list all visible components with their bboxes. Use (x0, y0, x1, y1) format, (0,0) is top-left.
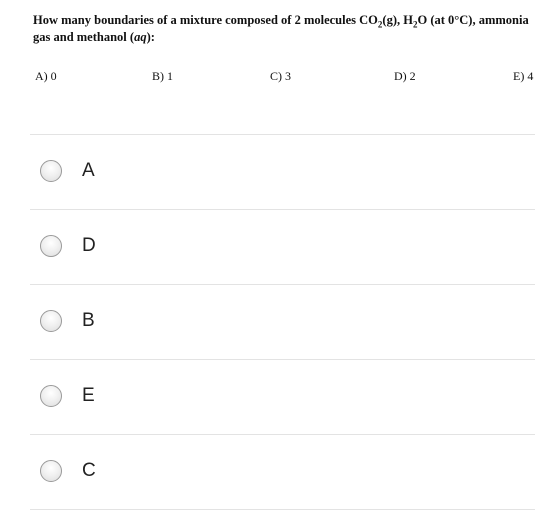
answer-option-label: A (82, 160, 95, 181)
answer-option-label: E (82, 385, 95, 406)
question-part-1: How many boundaries of a mixture composed of 2 molecules CO (33, 13, 378, 27)
answer-option-label: D (82, 235, 96, 256)
question-text (33, 12, 548, 46)
radio-button[interactable] (40, 235, 62, 257)
answer-option-label: B (82, 310, 95, 331)
radio-button[interactable] (40, 385, 62, 407)
choice-e: E) 4 (513, 69, 534, 83)
radio-button[interactable] (40, 310, 62, 332)
question-part-2: (g), H (382, 13, 413, 27)
answer-option-a[interactable] (30, 134, 535, 210)
answer-option-b[interactable] (30, 285, 535, 360)
choice-c: C) 3 (270, 69, 291, 83)
answer-option-e[interactable] (30, 360, 535, 435)
h2o-subscript: 2 (412, 19, 418, 30)
radio-button[interactable] (40, 160, 62, 182)
answer-choices-row (0, 69, 559, 87)
answer-option-label: C (82, 460, 96, 481)
question-part-4: ): (146, 30, 155, 44)
choice-d: D) 2 (394, 69, 416, 83)
choice-b: B) 1 (152, 69, 173, 83)
question-part-3: O (at 0°C), ammonia gas and methanol ( (33, 13, 529, 44)
choice-a: A) 0 (35, 69, 57, 83)
answer-option-c[interactable] (30, 435, 535, 510)
radio-button[interactable] (40, 460, 62, 482)
aq-italic: aq (134, 30, 147, 44)
co2-subscript: 2 (377, 19, 383, 30)
answer-options-list (30, 134, 535, 510)
answer-option-d[interactable] (30, 210, 535, 285)
